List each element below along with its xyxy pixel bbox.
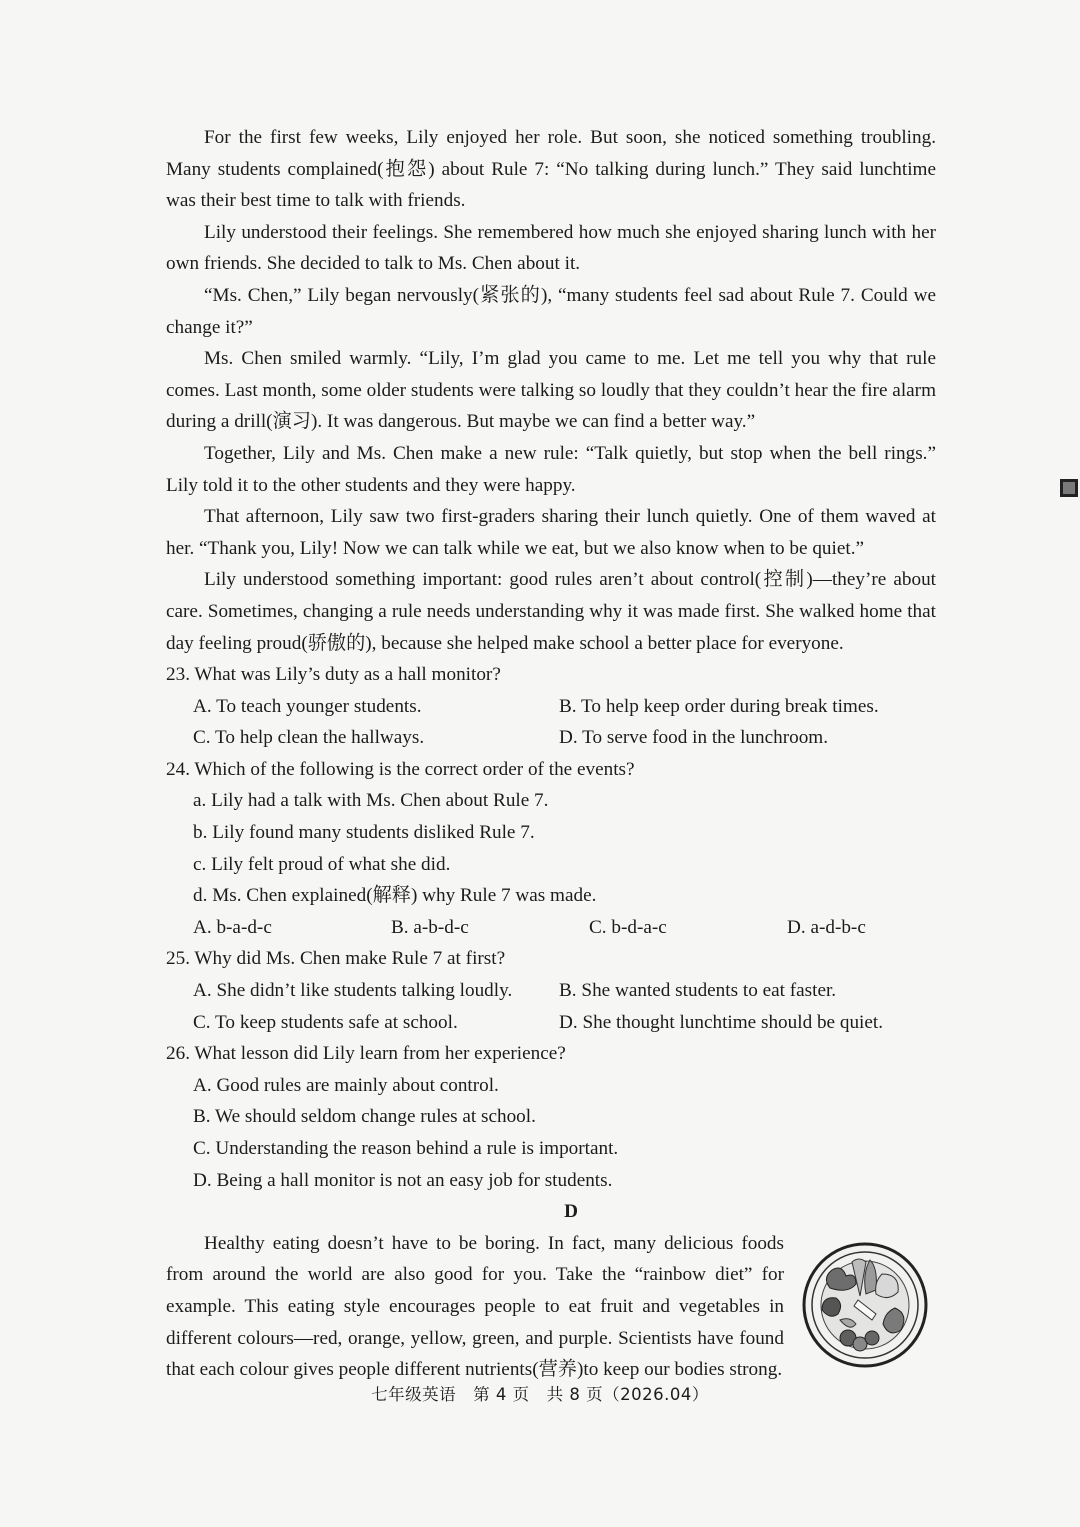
passage-paragraph-6: That afternoon, Lily saw two first-graders sharing their lunch quietly. One of them waved at her. “Thank you, Lily! Now we can talk while we eat, but we also know when to be quiet.” [166, 506, 936, 559]
question-24-option-b: B. a-b-d-c [391, 916, 469, 938]
question-23-option-b: B. To help keep order during break times. [559, 695, 879, 717]
question-26 [166, 1038, 936, 1196]
vegetable-plate-icon [800, 1240, 930, 1370]
question-24-event-a: a. Lily had a talk with Ms. Chen about Rule 7. [193, 790, 549, 812]
question-24-options-row [166, 912, 936, 944]
question-24-event-b: b. Lily found many students disliked Rule 7. [193, 822, 535, 844]
question-24-stem: 24. Which of the following is the correct order of the events? [166, 758, 635, 780]
passage-paragraph-3: “Ms. Chen,” Lily began nervously(紧张的), “many students feel sad about Rule 7. Could we change it?” [166, 284, 936, 338]
question-23-options-row-1 [166, 691, 936, 723]
question-23-stem: 23. What was Lily’s duty as a hall monitor? [166, 664, 501, 686]
question-26-option-c: C. Understanding the reason behind a rule is important. [193, 1138, 619, 1159]
question-26-option-d: D. Being a hall monitor is not an easy job for students. [193, 1169, 613, 1191]
question-24-option-d: D. a-d-b-c [787, 916, 866, 938]
section-d-paragraph: Healthy eating doesn’t have to be boring. In fact, many delicious foods from around the world are also good for you. Take the “rainbow diet” for example. This eating style encourages people to eat fruit and vegetables in different colours—red, orange, yellow, green, and purple. Scientists have found that each colour gives people different nutrients(营养)to keep our bodies strong. [166, 1232, 784, 1381]
page-edge-marker-icon [1060, 479, 1078, 497]
page-footer: 七年级英语 第 4 页 共 8 页（2026.04） [371, 1385, 709, 1404]
question-26-stem: 26. What lesson did Lily learn from her experience? [166, 1043, 566, 1065]
question-25 [166, 943, 936, 1038]
question-24-option-a: A. b-a-d-c [193, 916, 272, 938]
question-23 [166, 659, 936, 754]
question-26-option-b: B. We should seldom change rules at school. [193, 1106, 536, 1128]
question-25-option-a: A. She didn’t like students talking loudly. [193, 980, 513, 1002]
question-24-event-c: c. Lily felt proud of what she did. [193, 853, 451, 875]
question-24-option-c: C. b-d-a-c [589, 916, 667, 938]
passage-paragraph-7: Lily understood something important: good rules aren’t about control(控制)—they’re about care. Sometimes, changing a rule needs understanding why it was made first. She walked home that day feeling proud(骄傲的), because she helped make school a better place for everyone. [166, 569, 936, 654]
question-24 [166, 754, 936, 944]
passage-paragraph-5: Together, Lily and Ms. Chen make a new rule: “Talk quietly, but stop when the bell rings.” Lily told it to the other students and they were happy. [166, 442, 936, 496]
question-25-stem: 25. Why did Ms. Chen make Rule 7 at first? [166, 948, 506, 970]
page-content [166, 122, 936, 1386]
passage-paragraph-4: Ms. Chen smiled warmly. “Lily, I’m glad you came to me. Let me tell you why that rule comes. Last month, some older students were talking so loudly that they couldn’t hear the fire alarm during a drill(演习). It was dangerous. But maybe we can find a better way.” [166, 348, 936, 433]
question-25-option-c: C. To keep students safe at school. [193, 1011, 458, 1033]
question-26-option-a: A. Good rules are mainly about control. [193, 1074, 499, 1096]
passage-paragraph-1: For the first few weeks, Lily enjoyed her role. But soon, she noticed something troubling. Many students complained(抱怨) about Rule 7: “No talking during lunch.” They said lunchtime was their best time to talk with friends. [166, 127, 936, 212]
section-d-heading: D [564, 1201, 578, 1223]
question-23-options-row-2 [166, 722, 936, 754]
question-23-option-d: D. To serve food in the lunchroom. [559, 727, 829, 749]
question-25-option-d: D. She thought lunchtime should be quiet. [559, 1011, 884, 1033]
question-25-options-row-1 [166, 975, 936, 1007]
question-23-option-a: A. To teach younger students. [193, 695, 422, 717]
passage-paragraph-2: Lily understood their feelings. She remembered how much she enjoyed sharing lunch with her own friends. She decided to talk to Ms. Chen about it. [166, 221, 936, 275]
section-d-intro [166, 1228, 936, 1386]
question-23-option-c: C. To help clean the hallways. [193, 727, 425, 749]
question-25-option-b: B. She wanted students to eat faster. [559, 980, 837, 1002]
section-d-text [166, 1228, 784, 1386]
question-25-options-row-2 [166, 1007, 936, 1039]
question-24-event-d: d. Ms. Chen explained(解释) why Rule 7 was made. [193, 885, 597, 907]
